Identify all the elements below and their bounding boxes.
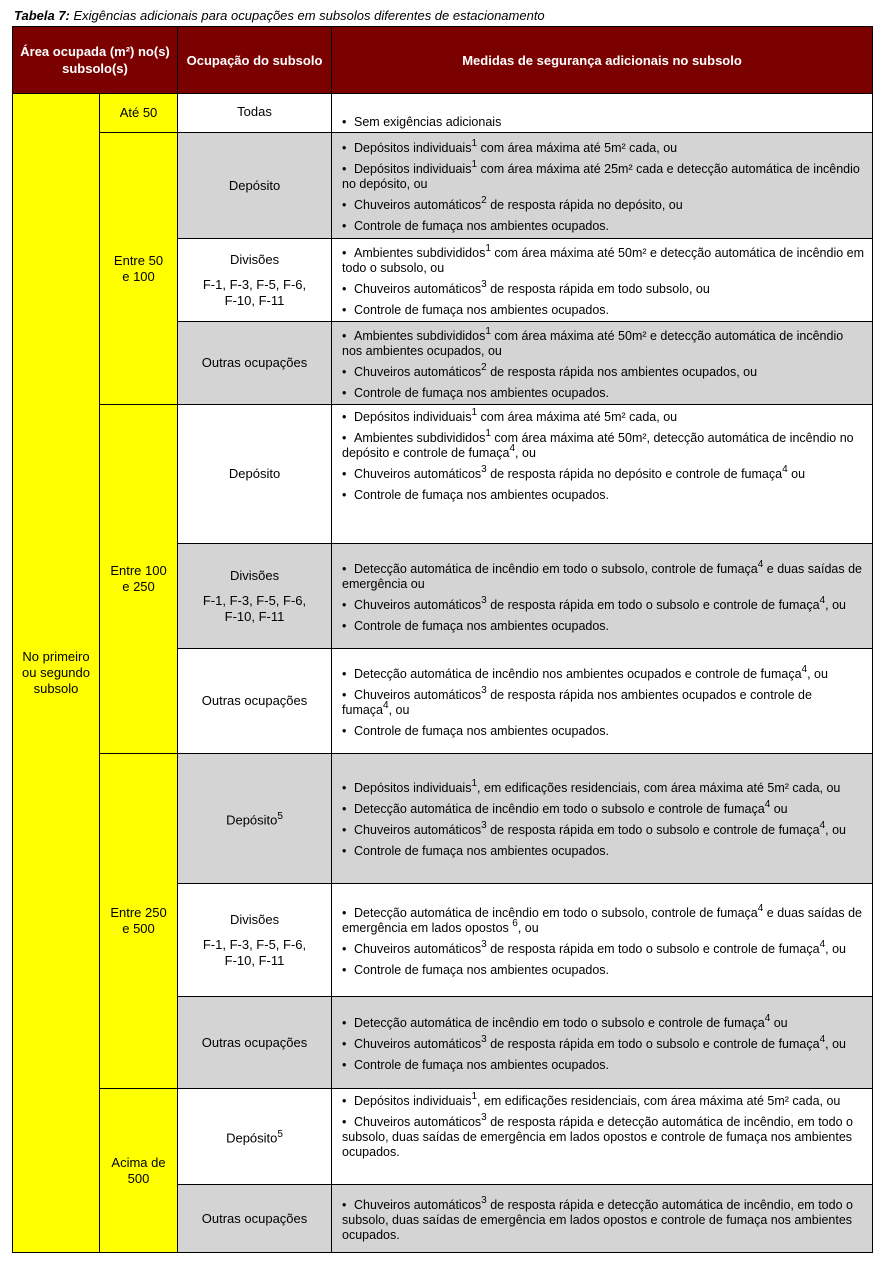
measure-text: , ou [825, 823, 846, 837]
measures-cell [332, 94, 873, 133]
measure-text: , ou [825, 1036, 846, 1051]
occupancy-cell [178, 133, 332, 239]
measure-item [342, 194, 864, 213]
bullet-icon: • [342, 1036, 347, 1051]
measure-text: Controle de fumaça nos ambientes ocupados. [354, 385, 610, 400]
table-row [13, 754, 873, 884]
occupancy-name [178, 178, 331, 194]
bullet-icon: • [342, 281, 347, 296]
bullet-icon: • [342, 218, 347, 233]
bullet-icon: • [342, 666, 347, 681]
bullet-icon: • [342, 802, 347, 816]
area-range-cell: Até 50 [100, 94, 178, 133]
measure-text: de resposta rápida em todo subsolo, ou [486, 281, 710, 296]
occupancy-cell [178, 754, 332, 884]
occupancy-label: Depósito [228, 466, 281, 481]
measure-item [342, 303, 864, 318]
footnote-ref: 3 [481, 464, 487, 475]
footnote-ref: 4 [757, 558, 764, 570]
occupancy-name [178, 693, 331, 709]
measures-cell [332, 405, 873, 544]
measure-text: , ou [807, 666, 828, 681]
bullet-icon: • [342, 687, 347, 702]
measure-text: com área máxima até 5m² cada, ou [477, 140, 678, 155]
footnote-ref: 1 [471, 1091, 478, 1102]
measure-text: com área máxima até 50m², detecção automática de incêndio no depósito e controle de fumaça [342, 431, 854, 460]
measure-item [342, 428, 864, 461]
footnote-ref: 2 [481, 361, 487, 373]
occupancy-label: Depósito [226, 1130, 278, 1146]
measure-text: de resposta rápida no depósito, ou [486, 197, 683, 212]
measures-cell [332, 649, 873, 754]
table-row [13, 94, 873, 133]
measure-text: , ou [388, 702, 410, 717]
footnote-ref: 4 [757, 902, 764, 914]
occupancy-name [178, 1127, 331, 1146]
occupancy-cell [178, 544, 332, 649]
division-codes: F-1, F-3, F-5, F-6, F-10, F-11 [202, 936, 307, 968]
bullet-icon: • [342, 364, 347, 379]
occupancy-label: Depósito [228, 177, 281, 193]
occupancy-name [178, 912, 331, 928]
measures-cell [332, 544, 873, 649]
measure-text: Controle de fumaça nos ambientes ocupados. [354, 962, 610, 977]
footnote-ref: 3 [481, 684, 487, 696]
measure-item [342, 242, 865, 276]
measure-item [342, 938, 864, 957]
measure-text: com área máxima até 25m² cada e detecção automática de incêndio no depósito, ou [342, 161, 860, 191]
measure-text: Detecção automática de incêndio em todo o subsolo e controle de fumaça [354, 802, 765, 816]
bullet-icon: • [342, 823, 347, 837]
measure-item [342, 386, 864, 401]
measure-text: Detecção automática de incêndio nos ambientes ocupados e controle de fumaça [354, 666, 802, 681]
measure-text: , em edificações residenciais, com área máxima até 5m² cada, ou [477, 1094, 841, 1108]
measure-item [342, 1012, 864, 1031]
footnote-ref: 3 [481, 278, 487, 290]
measure-text: Chuveiros automáticos [354, 1115, 482, 1129]
measure-text: Ambientes subdivididos [354, 328, 486, 343]
measure-text: Controle de fumaça nos ambientes ocupados. [354, 844, 610, 858]
measure-text: ou [770, 802, 788, 816]
measure-text: Detecção automática de incêndio em todo o subsolo e controle de fumaça [354, 1015, 765, 1030]
measure-item [342, 137, 864, 156]
footnote-ref: 6 [512, 917, 518, 929]
occupancy-label: Divisões [229, 251, 280, 267]
measure-text: de resposta rápida nos ambientes ocupados, ou [486, 364, 758, 379]
occupancy-label: Todas [237, 104, 272, 119]
measure-item [342, 488, 864, 503]
measure-text: com área máxima até 5m² cada, ou [477, 410, 678, 424]
occupancy-label: Depósito [226, 812, 278, 828]
footnote-ref: 5 [277, 810, 283, 822]
measure-item [342, 278, 864, 297]
bullet-icon: • [342, 781, 347, 795]
measure-item [342, 684, 864, 718]
occupancy-cell [178, 322, 332, 405]
caption-text: Exigências adicionais para ocupações em subsolos diferentes de estacionamento [69, 8, 545, 23]
bullet-icon: • [342, 161, 347, 176]
measure-text: Chuveiros automáticos [354, 1036, 482, 1051]
measures-cell [332, 1185, 873, 1253]
footnote-ref: 1 [471, 137, 478, 149]
occupancy-name [178, 355, 331, 371]
footnote-ref: 1 [485, 242, 491, 254]
bullet-icon: • [342, 618, 347, 633]
measure-item [342, 1058, 864, 1073]
measure-text: Chuveiros automáticos [354, 941, 482, 956]
occupancy-cell [178, 94, 332, 133]
table-row [13, 133, 873, 239]
measure-text: Chuveiros automáticos [354, 1197, 482, 1212]
bullet-icon: • [342, 597, 347, 612]
measure-text: e duas saídas de emergência em lados opostos [342, 905, 862, 935]
header-area: Área ocupada (m²) no(s) subsolo(s) [13, 27, 178, 94]
footnote-ref: 4 [819, 820, 826, 831]
occupancy-label: Outras ocupações [201, 1034, 308, 1050]
footnote-ref: 3 [481, 1112, 487, 1123]
measure-item [342, 1112, 864, 1160]
occupancy-label: Outras ocupações [201, 355, 308, 370]
bullet-icon: • [342, 197, 347, 212]
area-range-cell: Entre 100 e 250 [100, 405, 178, 754]
measures-cell [332, 754, 873, 884]
measure-item [342, 464, 864, 482]
division-codes: F-1, F-3, F-5, F-6, F-10, F-11 [202, 592, 307, 624]
bullet-icon: • [342, 962, 347, 977]
table-row [13, 405, 873, 544]
measure-text: de resposta rápida nos ambientes ocupados e controle de fumaça [342, 687, 812, 717]
measure-text: com área máxima até 50m² e detecção automática de incêndio nos ambientes ocupados, ou [342, 328, 844, 358]
measure-text: Controle de fumaça nos ambientes ocupados. [354, 218, 610, 233]
occupancy-name [178, 568, 331, 584]
measures-cell [332, 997, 873, 1089]
measure-item [342, 963, 864, 978]
bullet-icon: • [342, 488, 347, 502]
bullet-icon: • [342, 844, 347, 858]
footnote-ref: 3 [481, 594, 487, 606]
measure-text: Controle de fumaça nos ambientes ocupados. [354, 723, 610, 738]
measures-cell [332, 1089, 873, 1185]
footnote-ref: 1 [485, 428, 491, 439]
bullet-icon: • [342, 245, 347, 260]
bullet-icon: • [342, 1197, 347, 1212]
measure-text: , em edificações residenciais, com área máxima até 5m² cada, ou [477, 781, 841, 795]
occupancy-label: Outras ocupações [201, 693, 308, 708]
measure-item [342, 158, 864, 192]
footnote-ref: 4 [801, 663, 808, 675]
header-occupancy: Ocupação do subsolo [178, 27, 332, 94]
occupancy-name [178, 104, 331, 120]
footnote-ref: 1 [485, 325, 491, 337]
measure-text: Sem exigências adicionais [354, 115, 502, 129]
measure-item [342, 1091, 864, 1109]
area-range-cell: Entre 250 e 500 [100, 754, 178, 1089]
requirements-table [12, 26, 873, 1253]
occupancy-cell [178, 239, 332, 322]
occupancy-cell [178, 884, 332, 997]
measure-text: Controle de fumaça nos ambientes ocupados. [354, 1057, 610, 1072]
measure-text: Depósitos individuais [354, 781, 472, 795]
footnote-ref: 4 [383, 699, 389, 711]
bullet-icon: • [342, 328, 347, 343]
measure-item [342, 844, 864, 859]
measure-item [342, 1194, 864, 1243]
measure-item [342, 619, 864, 634]
footnote-ref: 3 [481, 1033, 487, 1045]
location-cell: No primeiro ou segundo subsolo [13, 94, 100, 1253]
measure-text: Depósitos individuais [354, 1094, 472, 1108]
measure-text: de resposta rápida em todo o subsolo e controle de fumaça [486, 1036, 820, 1051]
measure-text: de resposta rápida no depósito e controle de fumaça [486, 467, 783, 481]
measure-item [342, 1033, 864, 1052]
bullet-icon: • [342, 140, 347, 155]
footnote-ref: 1 [471, 778, 478, 789]
measure-text: Depósitos individuais [354, 410, 472, 424]
measures-cell [332, 239, 873, 322]
header-measures: Medidas de segurança adicionais no subsolo [332, 27, 873, 94]
measure-text: , ou [517, 920, 539, 935]
footnote-ref: 4 [764, 1012, 771, 1024]
bullet-icon: • [342, 410, 347, 424]
measure-text: com área máxima até 50m² e detecção automática de incêndio em todo o subsolo, ou [342, 245, 865, 275]
measure-text: , ou [825, 597, 846, 612]
occupancy-name [178, 1035, 331, 1051]
occupancy-cell [178, 405, 332, 544]
measure-item [342, 778, 864, 796]
measure-text: Chuveiros automáticos [354, 687, 482, 702]
footnote-ref: 2 [481, 194, 487, 206]
bullet-icon: • [342, 1115, 347, 1129]
measure-item [342, 724, 864, 739]
bullet-icon: • [342, 905, 347, 920]
occupancy-cell [178, 1089, 332, 1185]
bullet-icon: • [342, 431, 347, 445]
measure-text: de resposta rápida em todo o subsolo e controle de fumaça [486, 823, 820, 837]
measure-item [342, 558, 864, 592]
measure-text: ou [770, 1015, 788, 1030]
measure-text: Chuveiros automáticos [354, 597, 482, 612]
measure-text: de resposta rápida e detecção automática de incêndio, em todo o subsolo, duas saídas de emergência em lados opostos e controle de fumaça nos ambientes ocupados. [342, 1115, 853, 1159]
occupancy-cell [178, 1185, 332, 1253]
occupancy-label: Divisões [229, 567, 280, 583]
occupancy-label: Divisões [229, 911, 280, 927]
footnote-ref: 5 [277, 1128, 283, 1140]
measure-text: de resposta rápida em todo o subsolo e controle de fumaça [486, 597, 820, 612]
measure-item [342, 219, 864, 234]
header-row [13, 27, 873, 94]
measure-text: Controle de fumaça nos ambientes ocupados. [354, 302, 610, 317]
measures-cell [332, 884, 873, 997]
footnote-ref: 4 [782, 464, 788, 475]
footnote-ref: 4 [819, 1033, 826, 1045]
measure-item [342, 594, 864, 613]
measure-text: de resposta rápida e detecção automática de incêndio, em todo o subsolo, duas saídas de emergência em lados opostos e controle de fumaça nos ambientes ocupados. [342, 1197, 853, 1242]
caption-label: Tabela 7: [14, 8, 70, 23]
measure-item [342, 361, 864, 380]
measures-cell [332, 322, 873, 405]
measure-text: Ambientes subdivididos [354, 431, 486, 445]
occupancy-label: Outras ocupações [201, 1210, 308, 1226]
measure-text: Depósitos individuais [354, 161, 472, 176]
measure-text: , ou [825, 941, 846, 956]
measure-item [342, 820, 864, 838]
measure-text: Chuveiros automáticos [354, 364, 482, 379]
footnote-ref: 1 [471, 407, 478, 418]
footnote-ref: 3 [481, 1194, 487, 1206]
measure-item [342, 799, 864, 817]
division-codes: F-1, F-3, F-5, F-6, F-10, F-11 [202, 276, 307, 308]
occupancy-name [178, 252, 331, 268]
area-range-cell: Entre 50 e 100 [100, 133, 178, 405]
measure-item [342, 407, 864, 425]
area-range-cell: Acima de 500 [100, 1089, 178, 1253]
measure-text: Detecção automática de incêndio em todo o subsolo, controle de fumaça [354, 905, 758, 920]
footnote-ref: 1 [471, 158, 478, 170]
measure-text: de resposta rápida em todo o subsolo e controle de fumaça [486, 941, 820, 956]
footnote-ref: 4 [509, 443, 516, 454]
bullet-icon: • [342, 115, 347, 129]
footnote-ref: 4 [764, 799, 771, 810]
bullet-icon: • [342, 467, 347, 481]
measure-text: Detecção automática de incêndio em todo o subsolo, controle de fumaça [354, 561, 758, 576]
measure-text: Chuveiros automáticos [354, 823, 482, 837]
bullet-icon: • [342, 302, 347, 317]
measures-cell [332, 133, 873, 239]
bullet-icon: • [342, 1015, 347, 1030]
bullet-icon: • [342, 1094, 347, 1108]
measure-item [342, 325, 864, 359]
footnote-ref: 3 [481, 938, 487, 950]
measure-text: e duas saídas de emergência ou [342, 561, 862, 591]
footnote-ref: 4 [819, 594, 826, 606]
measure-text: Ambientes subdivididos [354, 245, 486, 260]
measure-text: , ou [515, 446, 536, 460]
measure-text: Controle de fumaça nos ambientes ocupados. [354, 488, 610, 502]
bullet-icon: • [342, 723, 347, 738]
occupancy-name [178, 1211, 331, 1227]
occupancy-name [178, 809, 331, 828]
measure-text: Chuveiros automáticos [354, 197, 482, 212]
measure-text: ou [787, 467, 806, 481]
occupancy-cell [178, 997, 332, 1089]
measure-item [342, 663, 864, 682]
table-row [13, 1089, 873, 1185]
measure-item [342, 902, 864, 936]
occupancy-cell [178, 649, 332, 754]
measure-text: Chuveiros automáticos [354, 467, 482, 481]
measure-text: Controle de fumaça nos ambientes ocupados. [354, 618, 610, 633]
bullet-icon: • [342, 941, 347, 956]
footnote-ref: 4 [819, 938, 826, 950]
bullet-icon: • [342, 1057, 347, 1072]
footnote-ref: 3 [481, 820, 487, 831]
occupancy-name [178, 466, 331, 482]
table-caption [14, 8, 545, 23]
bullet-icon: • [342, 385, 347, 400]
measure-text: Depósitos individuais [354, 140, 472, 155]
bullet-icon: • [342, 561, 347, 576]
measure-text: Chuveiros automáticos [354, 281, 482, 296]
measure-item [342, 115, 864, 130]
